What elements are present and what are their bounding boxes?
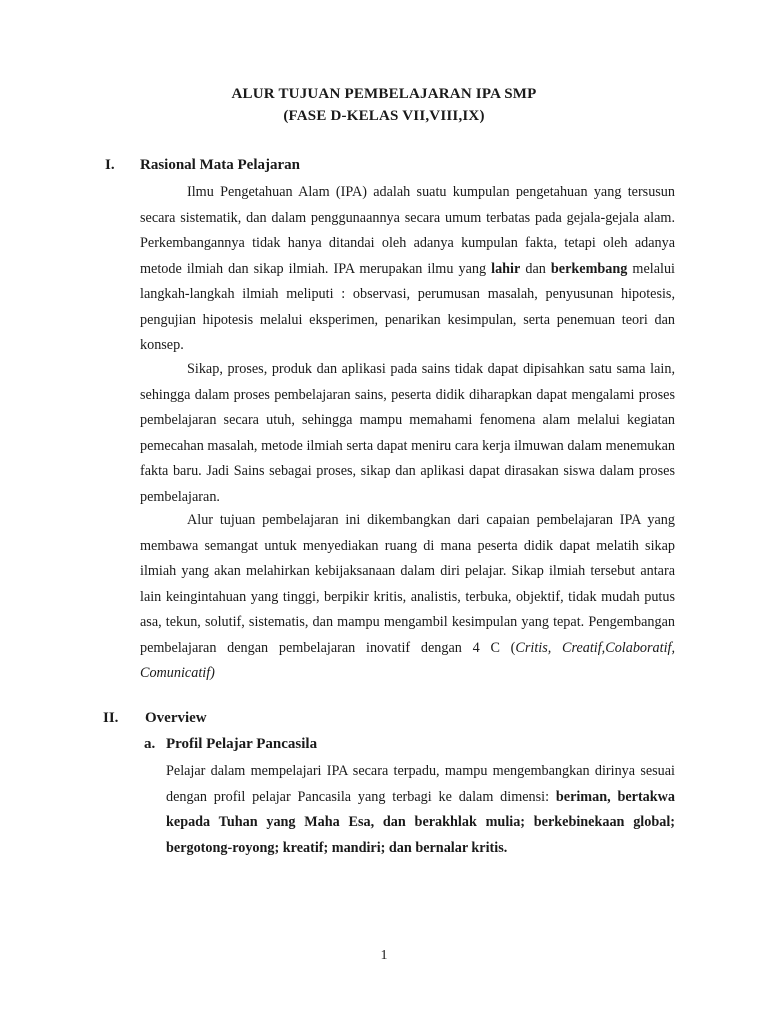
section-1-paragraph-3 xyxy=(140,508,675,687)
section-1-heading: Rasional Mata Pelajaran xyxy=(140,157,300,173)
document-subtitle: (FASE D-KELAS VII,VIII,IX) xyxy=(283,108,485,124)
document-title: ALUR TUJUAN PEMBELAJARAN IPA SMP xyxy=(231,86,537,102)
p3-italic-4c: Critis, Creatif,Colaboratif, Comunicatif) xyxy=(140,639,675,681)
subsection-a-heading: Profil Pelajar Pancasila xyxy=(166,736,318,752)
sub-a-text: Pelajar dalam mempelajari IPA secara terpadu, mampu mengembangkan dirinya sesuai dengan profil pelajar Pancasila yang terbagi ke dalam dimensi: xyxy=(166,763,675,805)
sub-a-bold-dimensions: beriman, bertakwa kepada Tuhan yang Maha Esa, dan berakhlak mulia; berkebinekaan global; bergotong-royong; kreatif; mandiri; dan bernalar kritis. xyxy=(166,788,675,856)
section-1-paragraph-1 xyxy=(140,180,675,359)
page-number: 1 xyxy=(380,948,388,963)
p1-text-b: dan xyxy=(520,260,551,277)
section-1-number: I. xyxy=(105,157,115,173)
p1-text-c: melalui langkah-langkah ilmiah meliputi : observasi, perumusan masalah, penyusunan hipotesis, pengujian hipotesis melalui eksperimen, penarikan kesimpulan, serta penemuan teori dan konsep. xyxy=(140,260,675,353)
subsection-a-paragraph xyxy=(166,759,675,861)
section-1-paragraph-2 xyxy=(140,357,675,510)
p1-text-a: Ilmu Pengetahuan Alam (IPA) adalah suatu kumpulan pengetahuan yang tersusun secara sistematik, dan dalam penggunaannya secara umum terbatas pada gejala-gejala alam. Perkembangannya tidak hanya ditandai oleh adanya kumpulan fakta, tetapi oleh adanya metode ilmiah dan sikap ilmiah. IPA merupakan ilmu yang xyxy=(140,184,675,277)
p1-bold-berkembang: berkembang xyxy=(550,260,628,277)
section-2-heading: Overview xyxy=(145,710,207,726)
p3-text-a: Alur tujuan pembelajaran ini dikembangkan dari capaian pembelajaran IPA yang membawa semangat untuk menyediakan ruang di mana peserta didik dapat melatih sikap ilmiah yang akan melahirkan kebijaksanaan dalam diri pelajar. Sikap ilmiah tersebut antara lain keingintahuan yang tinggi, berpikir kritis, analistis, terbuka, objektif, tidak mudah putus asa, tekun, solutif, sistematis, dan mampu mengambil kesimpulan yang tepat. Pengembangan pembelajaran dengan pembelajaran inovatif dengan 4 C ( xyxy=(140,512,675,656)
section-2-number: II. xyxy=(103,710,119,726)
p2-text: Sikap, proses, produk dan aplikasi pada sains tidak dapat dipisahkan satu sama lain, sehingga dalam proses pembelajaran sains, peserta didik diharapkan dapat mengalami proses pembelajaran secara utuh, sehingga mampu memahami fenomena alam melalui kegiatan pemecahan masalah, metode ilmiah serta dapat meniru cara kerja ilmuwan dalam menemukan fakta baru. Jadi Sains sebagai proses, sikap dan aplikasi dapat dirasakan siswa dalam proses pembelajaran. xyxy=(140,361,675,505)
p1-bold-lahir: lahir xyxy=(491,260,521,277)
subsection-a-label: a. xyxy=(144,736,156,752)
